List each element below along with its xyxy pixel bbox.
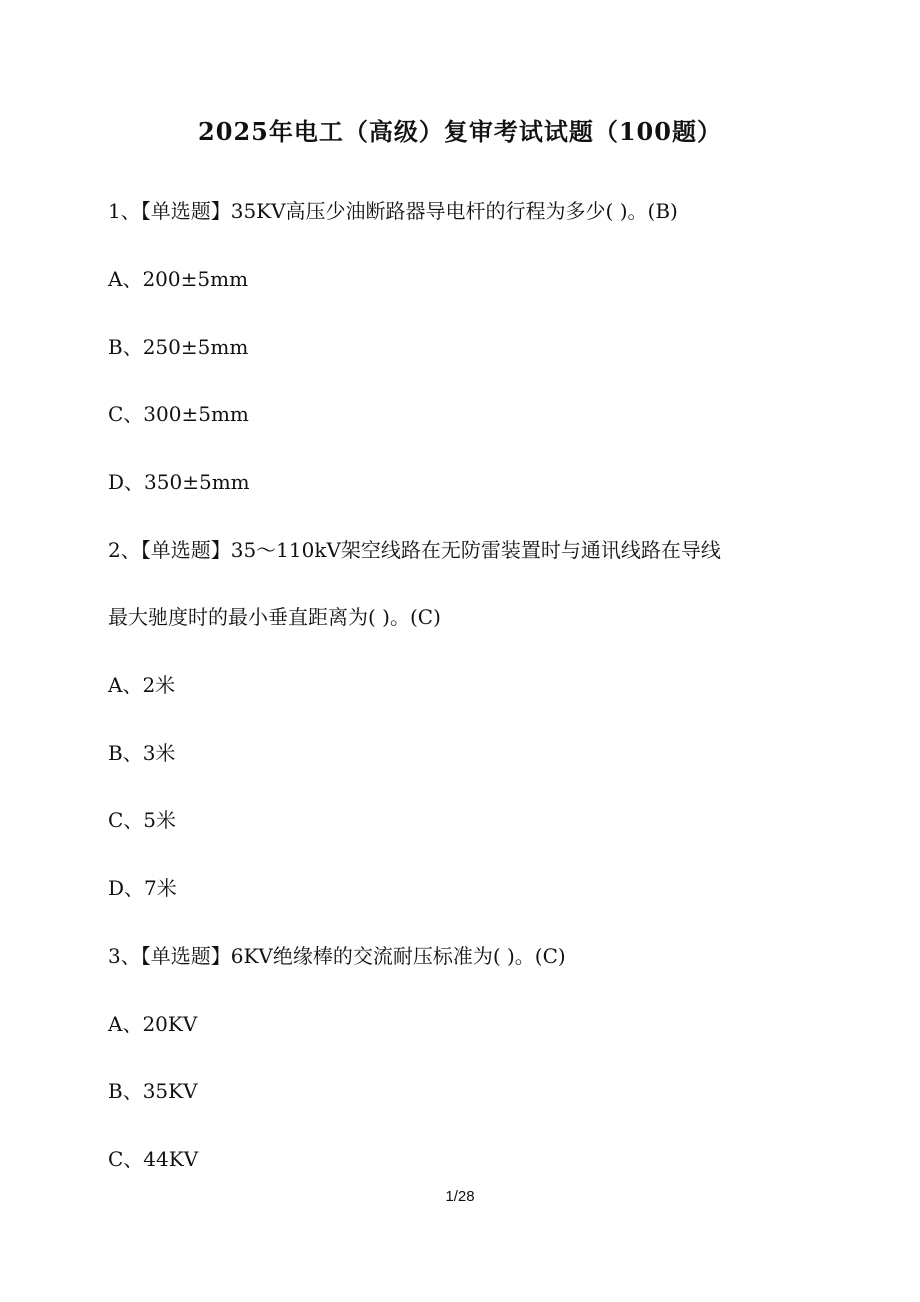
question-3-option-a: A、20KV — [108, 1012, 198, 1036]
question-2-stem-line-2: 最大驰度时的最小垂直距离为( )。(C) — [108, 605, 441, 629]
question-1-option-c: C、300±5mm — [108, 402, 249, 426]
document-title: 2025年电工（高级）复审考试试题（100题） — [198, 117, 722, 146]
question-2-option-c: C、5米 — [108, 808, 177, 832]
question-2-option-d: D、7米 — [108, 876, 177, 900]
question-2-option-b: B、3米 — [108, 741, 176, 765]
question-1-option-a: A、200±5mm — [108, 267, 249, 291]
question-1-option-b: B、250±5mm — [108, 335, 249, 359]
question-3-option-b: B、35KV — [108, 1079, 198, 1103]
question-2-option-a: A、2米 — [108, 673, 176, 697]
question-2-stem-line-1: 2、【单选题】35～110kV架空线路在无防雷装置时与通讯线路在导线 — [108, 538, 721, 562]
question-3-option-c: C、44KV — [108, 1147, 199, 1171]
question-3-stem: 3、【单选题】6KV绝缘棒的交流耐压标准为( )。(C) — [108, 944, 566, 968]
page-number: 1/28 — [445, 1188, 475, 1205]
question-1-option-d: D、350±5mm — [108, 470, 250, 494]
question-1-stem: 1、【单选题】35KV高压少油断路器导电杆的行程为多少( )。(B) — [108, 199, 678, 223]
